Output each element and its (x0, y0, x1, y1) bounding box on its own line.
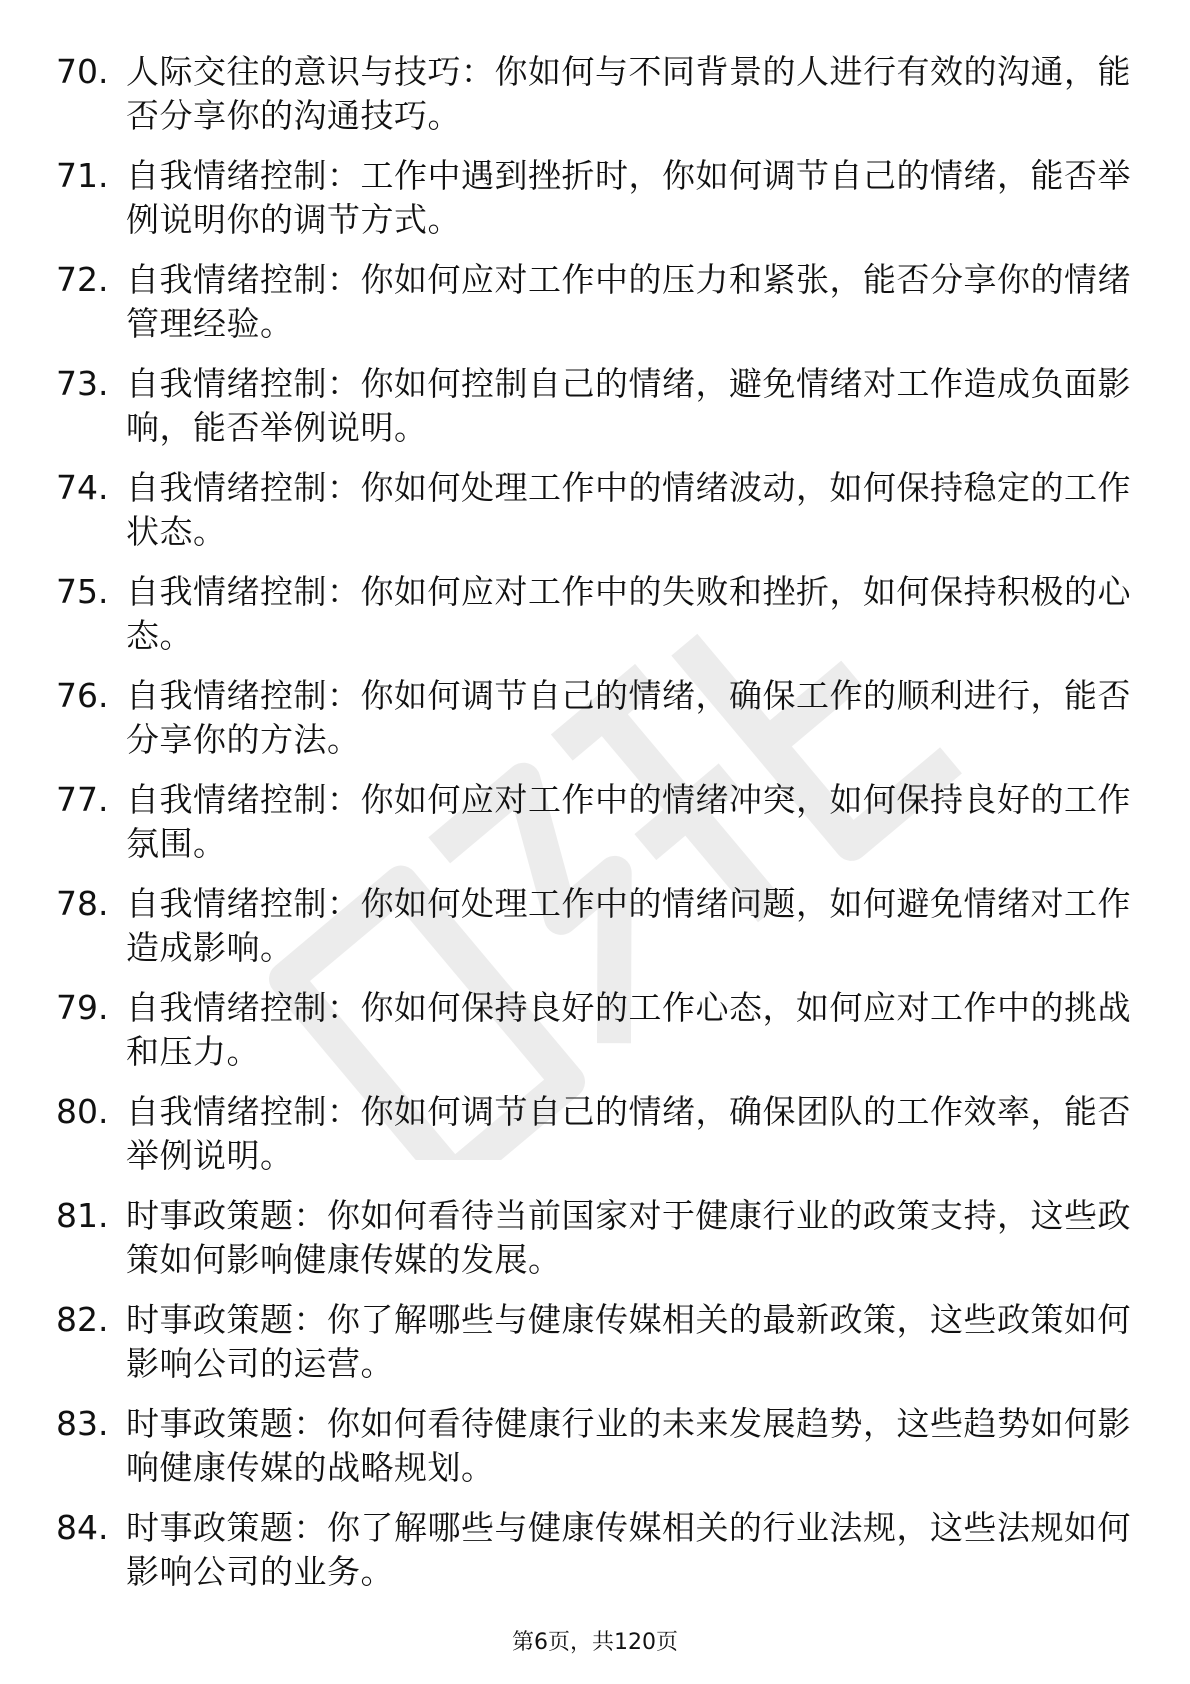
list-item (56, 570, 1136, 674)
question-number: 70. (56, 52, 109, 91)
question-text: 自我情绪控制：你如何处理工作中的情绪波动，如何保持稳定的工作状态。 (126, 468, 1131, 551)
list-item (56, 50, 1136, 154)
list-item (56, 778, 1136, 882)
question-number: 75. (56, 572, 109, 611)
question-text: 自我情绪控制：你如何应对工作中的压力和紧张，能否分享你的情绪管理经验。 (126, 260, 1131, 343)
question-list (56, 50, 1136, 1610)
question-text: 自我情绪控制：你如何调节自己的情绪，确保团队的工作效率，能否举例说明。 (126, 1092, 1131, 1175)
list-item (56, 674, 1136, 778)
question-text: 时事政策题：你了解哪些与健康传媒相关的行业法规，这些法规如何影响公司的业务。 (126, 1508, 1131, 1591)
question-text: 自我情绪控制：你如何保持良好的工作心态，如何应对工作中的挑战和压力。 (126, 988, 1131, 1071)
question-number: 74. (56, 468, 109, 507)
question-number: 84. (56, 1508, 109, 1547)
question-number: 80. (56, 1092, 109, 1131)
question-number: 78. (56, 884, 109, 923)
list-item (56, 362, 1136, 466)
question-text: 自我情绪控制：你如何应对工作中的失败和挫折，如何保持积极的心态。 (126, 572, 1131, 655)
question-text: 自我情绪控制：你如何调节自己的情绪，确保工作的顺利进行，能否分享你的方法。 (126, 676, 1131, 759)
list-item (56, 1402, 1136, 1506)
question-number: 73. (56, 364, 109, 403)
question-number: 76. (56, 676, 109, 715)
question-text: 时事政策题：你如何看待当前国家对于健康行业的政策支持，这些政策如何影响健康传媒的发展。 (126, 1196, 1131, 1279)
question-text: 人际交往的意识与技巧：你如何与不同背景的人进行有效的沟通，能否分享你的沟通技巧。 (126, 52, 1131, 135)
question-text: 时事政策题：你如何看待健康行业的未来发展趋势，这些趋势如何影响健康传媒的战略规划。 (126, 1404, 1131, 1487)
question-number: 81. (56, 1196, 109, 1235)
list-item (56, 1090, 1136, 1194)
question-number: 72. (56, 260, 109, 299)
question-number: 82. (56, 1300, 109, 1339)
question-text: 自我情绪控制：你如何处理工作中的情绪问题，如何避免情绪对工作造成影响。 (126, 884, 1131, 967)
list-item (56, 1298, 1136, 1402)
question-text: 自我情绪控制：你如何应对工作中的情绪冲突，如何保持良好的工作氛围。 (126, 780, 1131, 863)
question-text: 时事政策题：你了解哪些与健康传媒相关的最新政策，这些政策如何影响公司的运营。 (126, 1300, 1131, 1383)
list-item (56, 154, 1136, 258)
list-item (56, 882, 1136, 986)
question-text: 自我情绪控制：工作中遇到挫折时，你如何调节自己的情绪，能否举例说明你的调节方式。 (126, 156, 1131, 239)
list-item (56, 986, 1136, 1090)
list-item (56, 1194, 1136, 1298)
list-item (56, 258, 1136, 362)
question-number: 77. (56, 780, 109, 819)
list-item (56, 466, 1136, 570)
question-number: 71. (56, 156, 109, 195)
question-text: 自我情绪控制：你如何控制自己的情绪，避免情绪对工作造成负面影响，能否举例说明。 (126, 364, 1131, 447)
page-footer (0, 1625, 1190, 1656)
page-number: 第6页，共120页 (512, 1630, 678, 1655)
list-item (56, 1506, 1136, 1610)
question-number: 83. (56, 1404, 109, 1443)
question-number: 79. (56, 988, 109, 1027)
